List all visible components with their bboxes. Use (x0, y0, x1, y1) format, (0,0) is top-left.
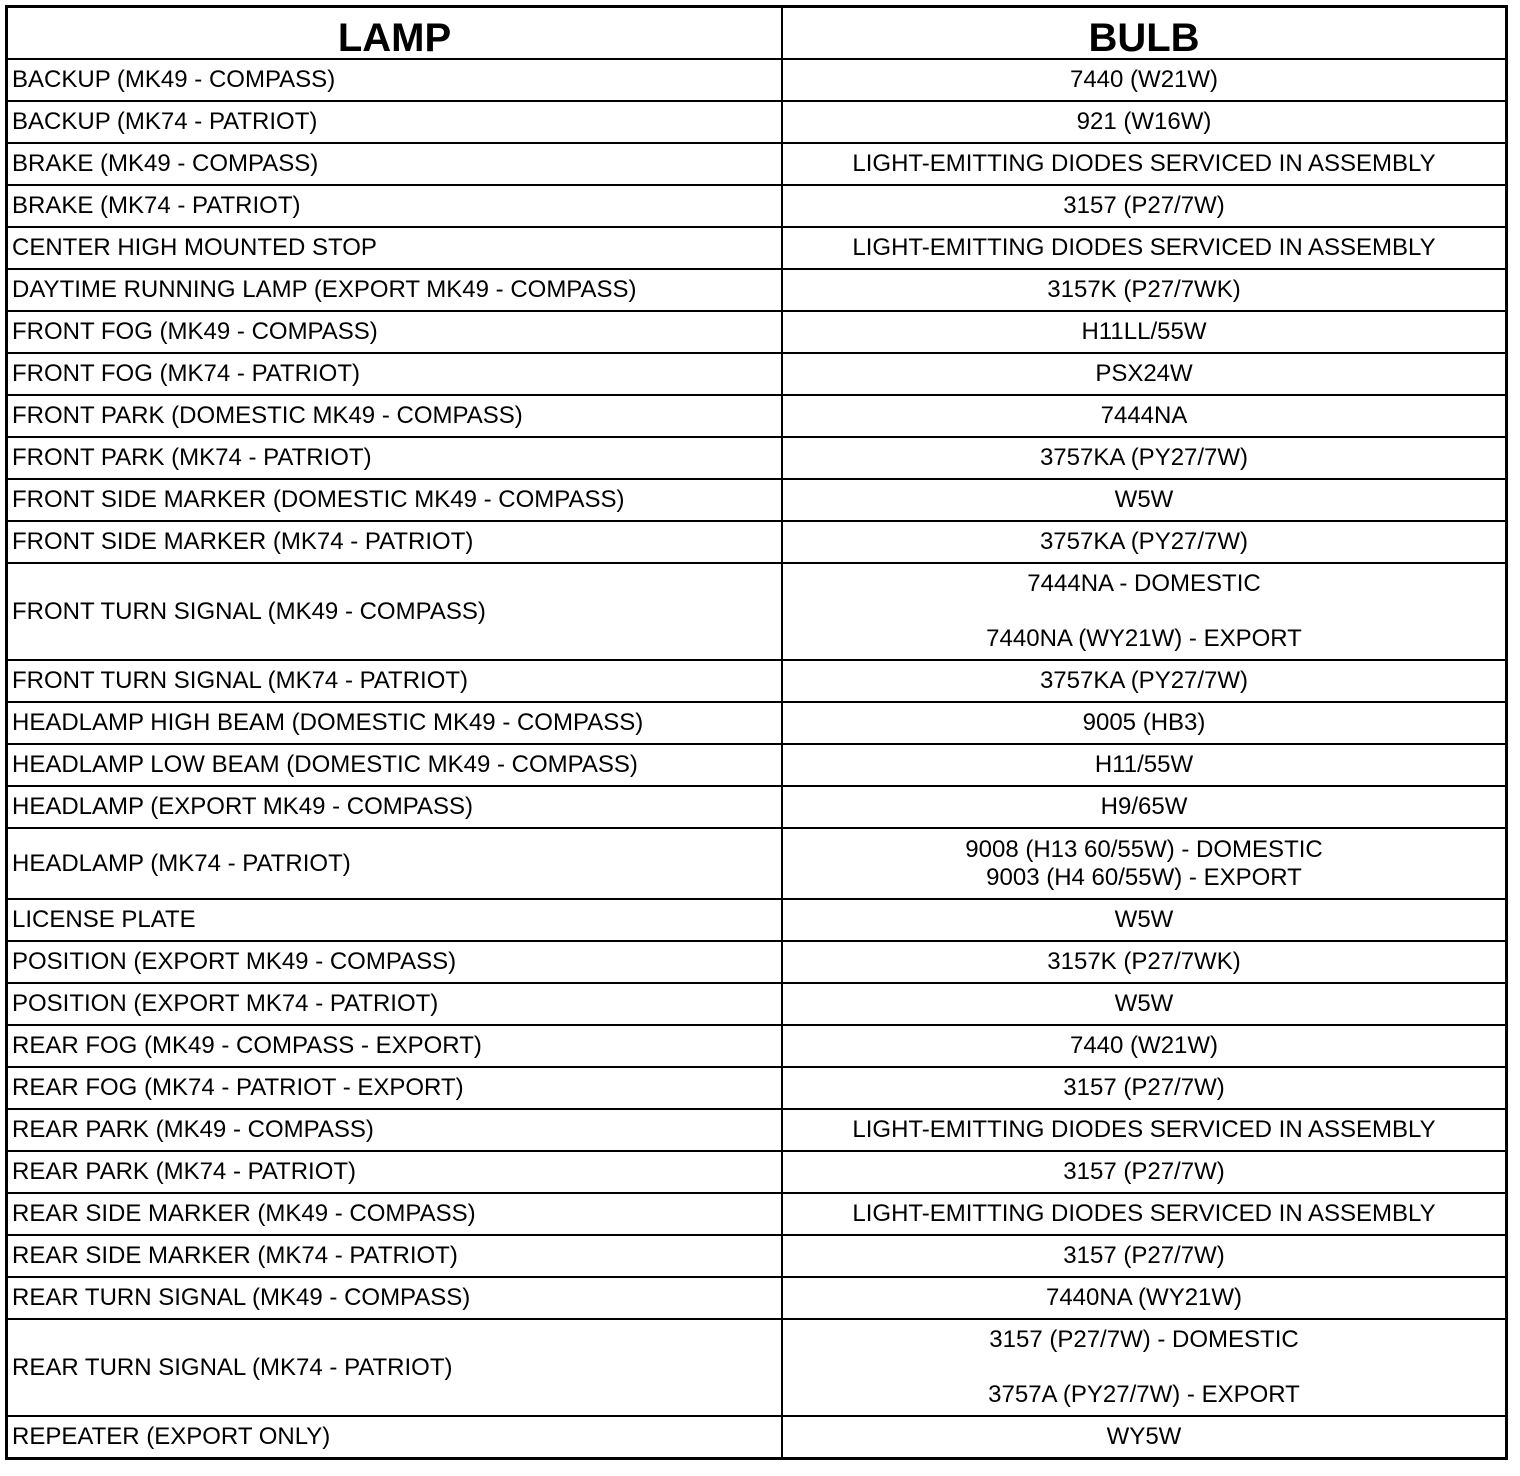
lamp-cell: REPEATER (EXPORT ONLY) (7, 1416, 783, 1459)
table-row (7, 521, 1507, 563)
table-row (7, 227, 1507, 269)
lamp-cell: POSITION (EXPORT MK49 - COMPASS) (7, 941, 783, 983)
lamp-cell: REAR FOG (MK74 - PATRIOT - EXPORT) (7, 1067, 783, 1109)
bulb-cell (782, 1319, 1506, 1416)
bulb-line: 7440NA (WY21W) (1045, 1284, 1243, 1312)
table-row (7, 563, 1507, 660)
bulb-line: 9003 (H4 60/55W) - EXPORT (986, 863, 1302, 891)
bulb-line: W5W (1114, 990, 1174, 1018)
bulb-cell (782, 1025, 1506, 1067)
lamp-cell: REAR SIDE MARKER (MK49 - COMPASS) (7, 1193, 783, 1235)
bulb-line: 7440 (W21W) (1069, 1032, 1219, 1060)
table-row (7, 59, 1507, 101)
bulb-cell (782, 1193, 1506, 1235)
bulb-cell (782, 143, 1506, 185)
table-row (7, 185, 1507, 227)
bulb-cell (782, 1235, 1506, 1277)
lamp-cell: BRAKE (MK49 - COMPASS) (7, 143, 783, 185)
table-row (7, 1025, 1507, 1067)
table-row (7, 1277, 1507, 1319)
bulb-cell (782, 437, 1506, 479)
lamp-cell: DAYTIME RUNNING LAMP (EXPORT MK49 - COMPASS) (7, 269, 783, 311)
lamp-cell: BACKUP (MK74 - PATRIOT) (7, 101, 783, 143)
table-row (7, 353, 1507, 395)
bulb-line: 921 (W16W) (1076, 108, 1212, 136)
bulb-cell (782, 983, 1506, 1025)
bulb-cell (782, 185, 1506, 227)
lamp-cell: REAR SIDE MARKER (MK74 - PATRIOT) (7, 1235, 783, 1277)
bulb-line: H9/65W (1100, 793, 1188, 821)
lamp-cell: REAR FOG (MK49 - COMPASS - EXPORT) (7, 1025, 783, 1067)
bulb-cell (782, 563, 1506, 660)
bulb-line: 3757KA (PY27/7W) (1039, 528, 1249, 556)
bulb-cell (782, 660, 1506, 702)
bulb-line: 3157 (P27/7W) (1063, 1242, 1225, 1270)
bulb-line: H11/55W (1094, 751, 1194, 779)
lamp-cell: POSITION (EXPORT MK74 - PATRIOT) (7, 983, 783, 1025)
bulb-line: 3157 (P27/7W) - DOMESTIC (989, 1326, 1299, 1354)
lamp-cell: FRONT TURN SIGNAL (MK49 - COMPASS) (7, 563, 783, 660)
bulb-line: LIGHT-EMITTING DIODES SERVICED IN ASSEMBLY (852, 1116, 1436, 1144)
bulb-line: 7440 (W21W) (1069, 66, 1219, 94)
lamp-cell: FRONT SIDE MARKER (MK74 - PATRIOT) (7, 521, 783, 563)
bulb-cell (782, 1277, 1506, 1319)
bulb-cell (782, 479, 1506, 521)
lamp-cell: REAR TURN SIGNAL (MK49 - COMPASS) (7, 1277, 783, 1319)
bulb-line: LIGHT-EMITTING DIODES SERVICED IN ASSEMBLY (852, 150, 1436, 178)
bulb-cell (782, 1416, 1506, 1459)
lamp-cell: CENTER HIGH MOUNTED STOP (7, 227, 783, 269)
bulb-line: 9005 (HB3) (1082, 709, 1206, 737)
lamp-cell: FRONT FOG (MK74 - PATRIOT) (7, 353, 783, 395)
bulb-line: 3157K (P27/7WK) (1047, 276, 1241, 304)
table-row (7, 983, 1507, 1025)
bulb-cell (782, 227, 1506, 269)
bulb-cell (782, 786, 1506, 828)
bulb-cell (782, 941, 1506, 983)
bulb-column-header: BULB (782, 7, 1506, 60)
bulb-cell (782, 899, 1506, 941)
bulb-line: 3157 (P27/7W) (1063, 1158, 1225, 1186)
table-row (7, 941, 1507, 983)
bulb-line: LIGHT-EMITTING DIODES SERVICED IN ASSEMBLY (852, 234, 1436, 262)
lamp-cell: FRONT PARK (MK74 - PATRIOT) (7, 437, 783, 479)
bulb-line: 7444NA - DOMESTIC (1027, 570, 1261, 598)
bulb-line: LIGHT-EMITTING DIODES SERVICED IN ASSEMBLY (852, 1200, 1436, 1228)
lamp-cell: HEADLAMP HIGH BEAM (DOMESTIC MK49 - COMPASS) (7, 702, 783, 744)
lamp-cell: BRAKE (MK74 - PATRIOT) (7, 185, 783, 227)
bulb-line: PSX24W (1095, 360, 1193, 388)
lamp-cell: FRONT TURN SIGNAL (MK74 - PATRIOT) (7, 660, 783, 702)
bulb-cell (782, 353, 1506, 395)
bulb-line: 3757KA (PY27/7W) (1039, 667, 1249, 695)
lamp-cell: HEADLAMP (EXPORT MK49 - COMPASS) (7, 786, 783, 828)
lamp-column-header: LAMP (7, 7, 783, 60)
table-row (7, 744, 1507, 786)
bulb-line: W5W (1114, 906, 1174, 934)
bulb-cell (782, 269, 1506, 311)
table-row (7, 899, 1507, 941)
lamp-cell: HEADLAMP (MK74 - PATRIOT) (7, 828, 783, 899)
table-row (7, 101, 1507, 143)
table-row (7, 1319, 1507, 1416)
bulb-cell (782, 1109, 1506, 1151)
bulb-cell (782, 395, 1506, 437)
bulb-line: 7440NA (WY21W) - EXPORT (986, 625, 1302, 652)
table-row (7, 1193, 1507, 1235)
table-row (7, 1067, 1507, 1109)
table-row (7, 1151, 1507, 1193)
table-row (7, 437, 1507, 479)
bulb-line: W5W (1114, 486, 1174, 514)
bulb-cell (782, 702, 1506, 744)
table-row (7, 702, 1507, 744)
bulb-line: 3157 (P27/7W) (1063, 1074, 1225, 1102)
table-row (7, 311, 1507, 353)
table-row (7, 786, 1507, 828)
table-row (7, 269, 1507, 311)
bulb-cell (782, 311, 1506, 353)
table-row (7, 479, 1507, 521)
bulb-cell (782, 1067, 1506, 1109)
bulb-cell (782, 1151, 1506, 1193)
table-body (7, 59, 1507, 1459)
table-row (7, 1416, 1507, 1459)
table-row (7, 395, 1507, 437)
header-row (7, 7, 1507, 60)
bulb-line: 9008 (H13 60/55W) - DOMESTIC (965, 835, 1323, 863)
table-row (7, 1109, 1507, 1151)
bulb-cell (782, 828, 1506, 899)
table-row (7, 143, 1507, 185)
line-gap (783, 598, 1505, 625)
bulb-line: 3157 (P27/7W) (1063, 192, 1225, 220)
lamp-cell: BACKUP (MK49 - COMPASS) (7, 59, 783, 101)
lamp-bulb-table (5, 5, 1508, 1460)
lamp-cell: HEADLAMP LOW BEAM (DOMESTIC MK49 - COMPASS) (7, 744, 783, 786)
bulb-line: 3757KA (PY27/7W) (1039, 444, 1249, 472)
bulb-line: WY5W (1106, 1423, 1182, 1451)
lamp-cell: REAR TURN SIGNAL (MK74 - PATRIOT) (7, 1319, 783, 1416)
bulb-cell (782, 744, 1506, 786)
lamp-cell: REAR PARK (MK49 - COMPASS) (7, 1109, 783, 1151)
lamp-cell: REAR PARK (MK74 - PATRIOT) (7, 1151, 783, 1193)
bulb-line: H11LL/55W (1081, 318, 1207, 346)
lamp-cell: FRONT FOG (MK49 - COMPASS) (7, 311, 783, 353)
bulb-line: 3757A (PY27/7W) - EXPORT (988, 1381, 1300, 1408)
table-row (7, 1235, 1507, 1277)
bulb-line: 7444NA (1100, 402, 1188, 430)
table-row (7, 660, 1507, 702)
bulb-line: 3157K (P27/7WK) (1047, 948, 1241, 976)
lamp-cell: FRONT SIDE MARKER (DOMESTIC MK49 - COMPASS) (7, 479, 783, 521)
bulb-cell (782, 521, 1506, 563)
lamp-cell: FRONT PARK (DOMESTIC MK49 - COMPASS) (7, 395, 783, 437)
table-row (7, 828, 1507, 899)
line-gap (783, 1354, 1505, 1381)
bulb-cell (782, 59, 1506, 101)
lamp-cell: LICENSE PLATE (7, 899, 783, 941)
bulb-cell (782, 101, 1506, 143)
